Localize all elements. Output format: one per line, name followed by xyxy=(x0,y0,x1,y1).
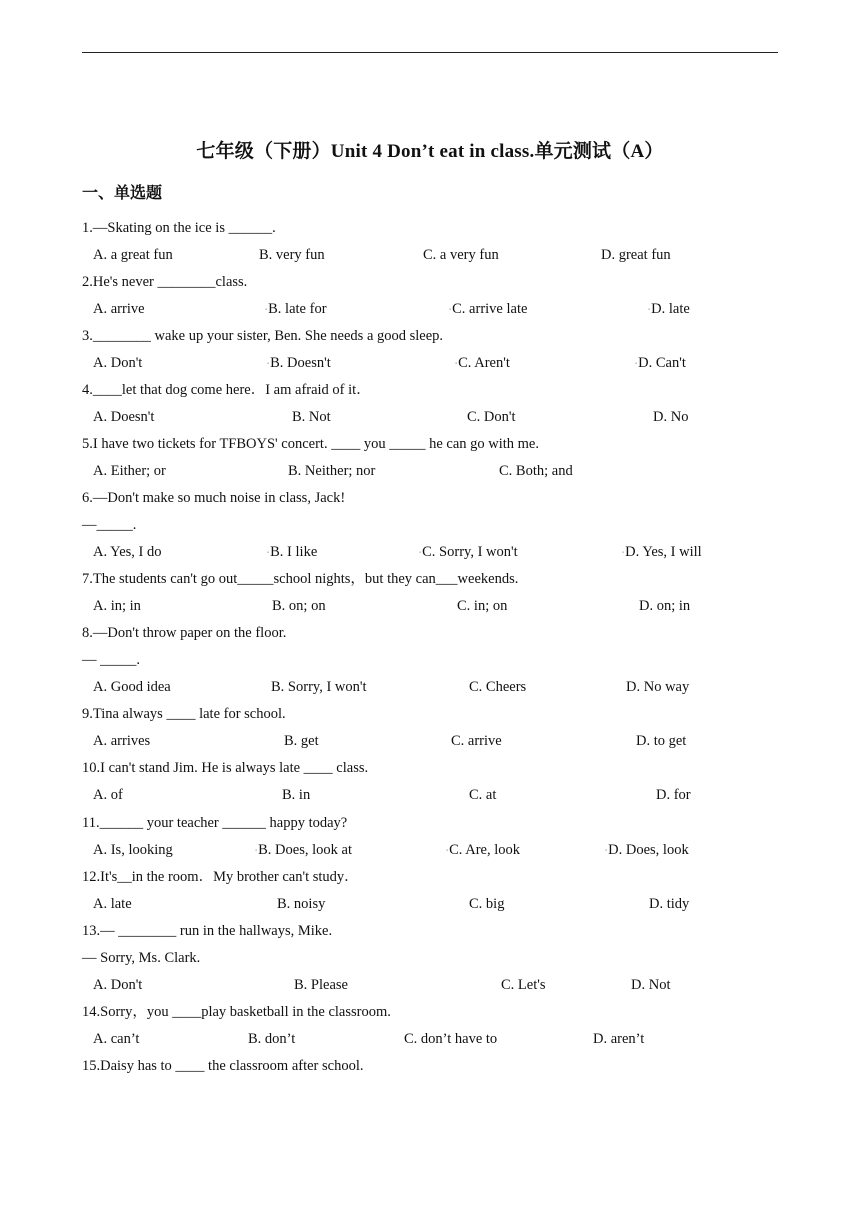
answer-option xyxy=(93,895,132,913)
answer-option xyxy=(93,786,123,804)
answer-option xyxy=(272,597,326,615)
answer-option-text: D. aren’t xyxy=(593,1031,645,1047)
answer-option-text: A. a great fun xyxy=(93,247,173,263)
answer-option xyxy=(501,976,546,994)
answer-option-text: C. arrive xyxy=(451,733,502,749)
answer-option-text: A. Don't xyxy=(93,977,143,993)
answer-option xyxy=(446,841,520,860)
answer-option-text: B. I like xyxy=(270,544,318,560)
answer-option-text: A. of xyxy=(93,787,123,803)
answer-option xyxy=(593,1030,644,1048)
answer-option-text: C. at xyxy=(469,787,497,803)
answer-option xyxy=(93,732,150,750)
option-marker-icon: ▪ xyxy=(455,360,458,367)
question-response-line: — Sorry, Ms. Clark. xyxy=(82,950,201,966)
answer-option-text: B. Doesn't xyxy=(270,355,331,371)
question-stem: 9.Tina always ____ late for school. xyxy=(82,706,286,722)
answer-option-text: D. Not xyxy=(631,977,671,993)
question-stem: 11.______ your teacher ______ happy today? xyxy=(82,815,348,831)
answer-option xyxy=(292,408,331,426)
answer-option xyxy=(605,841,689,860)
answer-option-text: C. Aren't xyxy=(458,355,510,371)
answer-option xyxy=(457,597,507,615)
question-response-line: — _____. xyxy=(82,652,140,668)
answer-option xyxy=(419,543,518,562)
section-heading: 一、单选题 xyxy=(82,185,163,202)
answer-option xyxy=(93,300,145,318)
answer-option-text: C. big xyxy=(469,896,505,912)
answer-option xyxy=(635,354,686,373)
question-stem: 2.He's never ________class. xyxy=(82,274,248,290)
answer-option xyxy=(622,543,702,562)
answer-option-text: A. can’t xyxy=(93,1031,140,1047)
answer-option xyxy=(255,841,352,860)
answer-option-text: D. tidy xyxy=(649,896,690,912)
answer-option-text: B. Please xyxy=(294,977,348,993)
answer-option-text: A. in; in xyxy=(93,598,141,614)
answer-option-text: A. Good idea xyxy=(93,679,171,695)
answer-option xyxy=(93,408,154,426)
answer-option-text: C. Don't xyxy=(467,409,516,425)
answer-option-text: A. late xyxy=(93,896,132,912)
answer-option-text: C. arrive late xyxy=(452,301,528,317)
answer-option xyxy=(267,354,331,373)
answer-option-text: D. Does, look xyxy=(608,842,689,858)
question-stem: 1.—Skating on the ice is ______. xyxy=(82,220,276,236)
answer-option xyxy=(467,408,516,426)
option-marker-icon: ▪ xyxy=(605,847,608,854)
answer-option-text: A. Don't xyxy=(93,355,143,371)
answer-option-text: C. Are, look xyxy=(449,842,521,858)
answer-option-text: D. No xyxy=(653,409,689,425)
answer-option xyxy=(639,597,690,615)
answer-option xyxy=(649,895,689,913)
header-rule xyxy=(82,52,778,53)
answer-option xyxy=(93,354,142,372)
option-marker-icon: ▪ xyxy=(265,306,268,313)
answer-option xyxy=(93,1030,139,1048)
answer-option-text: B. on; on xyxy=(272,598,326,614)
answer-option-text: C. Cheers xyxy=(469,679,527,695)
answer-option-text: D. late xyxy=(651,301,690,317)
question-stem: 8.—Don't throw paper on the floor. xyxy=(82,625,287,641)
answer-option xyxy=(265,300,327,319)
answer-option xyxy=(423,246,499,264)
answer-option-text: A. arrives xyxy=(93,733,151,749)
answer-option xyxy=(93,976,142,994)
answer-option xyxy=(294,976,348,994)
answer-option xyxy=(404,1030,497,1048)
answer-option xyxy=(653,408,688,426)
answer-option-text: B. don’t xyxy=(248,1031,296,1047)
answer-option xyxy=(248,1030,295,1048)
option-marker-icon: ▪ xyxy=(267,549,270,556)
answer-option xyxy=(93,841,173,859)
option-marker-icon: ▪ xyxy=(648,306,651,313)
question-stem: 12.It's__in the room．My brother can't study． xyxy=(82,869,359,885)
answer-option-text: B. noisy xyxy=(277,896,326,912)
answer-option-text: B. Neither; nor xyxy=(288,463,376,479)
answer-option-text: C. Sorry, I won't xyxy=(422,544,518,560)
answer-option-text: C. Both; and xyxy=(499,463,573,479)
answer-option-text: B. Does, look at xyxy=(258,842,352,858)
answer-option-text: B. Not xyxy=(292,409,331,425)
answer-option-text: D. Yes, I will xyxy=(625,544,702,560)
question-response-line: —_____. xyxy=(82,517,137,533)
answer-option-text: A. Either; or xyxy=(93,463,166,479)
answer-option-text: C. Let's xyxy=(501,977,546,993)
question-stem: 5.I have two tickets for TFBOYS' concert. ____ you _____ he can go with me. xyxy=(82,436,539,452)
answer-option xyxy=(284,732,319,750)
question-stem: 15.Daisy has to ____ the classroom after school. xyxy=(82,1058,364,1074)
page-title: 七年级（下册）Unit 4 Don’t eat in class.单元测试（A） xyxy=(196,141,664,162)
option-marker-icon: ▪ xyxy=(449,306,452,313)
option-marker-icon: ▪ xyxy=(622,549,625,556)
answer-option-text: A. arrive xyxy=(93,301,145,317)
answer-option xyxy=(656,786,691,804)
answer-option xyxy=(636,732,686,750)
answer-option-text: B. get xyxy=(284,733,319,749)
answer-option-text: C. a very fun xyxy=(423,247,499,263)
answer-option-text: A. Doesn't xyxy=(93,409,155,425)
answer-option xyxy=(271,678,367,696)
answer-option xyxy=(451,732,502,750)
answer-option-text: D. Can't xyxy=(638,355,686,371)
answer-option-text: B. late for xyxy=(268,301,327,317)
answer-option-text: C. in; on xyxy=(457,598,508,614)
answer-option xyxy=(288,462,375,480)
answer-option-text: D. No way xyxy=(626,679,690,695)
answer-option xyxy=(93,597,141,615)
answer-option-text: B. Sorry, I won't xyxy=(271,679,367,695)
answer-option xyxy=(259,246,325,264)
option-marker-icon: ▪ xyxy=(255,847,258,854)
answer-option xyxy=(93,678,171,696)
answer-option xyxy=(277,895,325,913)
answer-option xyxy=(631,976,670,994)
answer-option xyxy=(648,300,690,319)
question-stem: 4.____let that dog come here．I am afraid of it． xyxy=(82,382,371,398)
answer-option xyxy=(93,462,166,480)
answer-option xyxy=(469,678,526,696)
answer-option-text: C. don’t have to xyxy=(404,1031,498,1047)
question-stem: 14.Sorry，you ____play basketball in the classroom. xyxy=(82,1004,391,1020)
option-marker-icon: ▪ xyxy=(419,549,422,556)
question-stem: 6.—Don't make so much noise in class, Jack! xyxy=(82,490,346,506)
answer-option xyxy=(93,246,173,264)
answer-option-text: A. Yes, I do xyxy=(93,544,162,560)
option-marker-icon: ▪ xyxy=(267,360,270,367)
answer-option xyxy=(469,895,504,913)
answer-option-text: B. very fun xyxy=(259,247,325,263)
option-marker-icon: ▪ xyxy=(446,847,449,854)
question-stem: 7.The students can't go out_____school nights，but they can___weekends. xyxy=(82,571,519,587)
question-stem: 3.________ wake up your sister, Ben. She needs a good sleep. xyxy=(82,328,444,344)
answer-option xyxy=(469,786,496,804)
option-marker-icon: ▪ xyxy=(635,360,638,367)
question-stem: 13.— ________ run in the hallways, Mike. xyxy=(82,923,333,939)
answer-option xyxy=(282,786,310,804)
answer-option xyxy=(449,300,527,319)
answer-option xyxy=(601,246,671,264)
answer-option xyxy=(499,462,573,480)
answer-option xyxy=(455,354,510,373)
answer-option xyxy=(626,678,689,696)
answer-option-text: A. Is, looking xyxy=(93,842,173,858)
answer-option xyxy=(93,543,162,561)
answer-option xyxy=(267,543,317,562)
answer-option-text: B. in xyxy=(282,787,311,803)
answer-option-text: D. on; in xyxy=(639,598,691,614)
answer-option-text: D. for xyxy=(656,787,691,803)
answer-option-text: D. to get xyxy=(636,733,687,749)
answer-option-text: D. great fun xyxy=(601,247,671,263)
question-stem: 10.I can't stand Jim. He is always late ____ class. xyxy=(82,760,369,776)
